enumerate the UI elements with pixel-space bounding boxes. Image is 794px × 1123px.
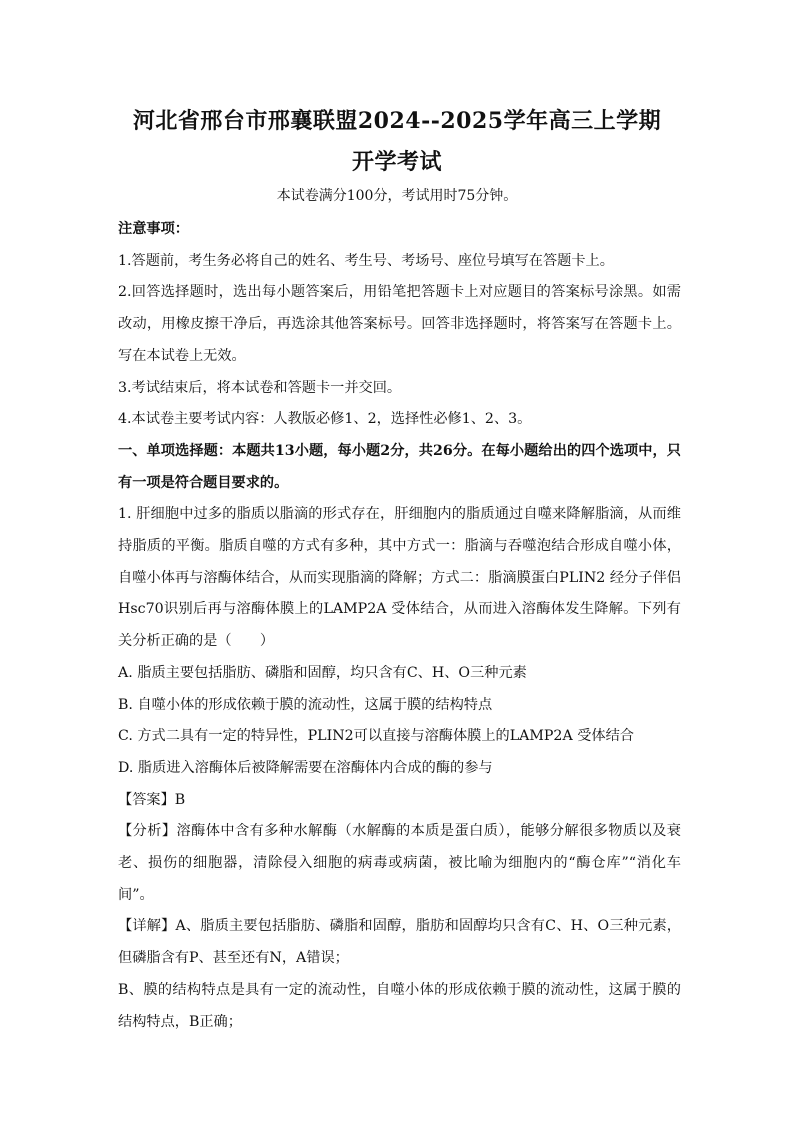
explanation-paragraph: B、膜的结构特点是具有一定的流动性，自噬小体的形成依赖于膜的流动性，这属于膜的结构特点，B正确； (118, 981, 681, 1030)
notice-item: 3.考试结束后，将本试卷和答题卡一并交回。 (118, 379, 402, 396)
notice-item: 4.本试卷主要考试内容：人教版必修1、2，选择性必修1、2、3。 (118, 411, 532, 428)
answer: 【答案】B (118, 791, 186, 808)
option-c: C. 方式二具有一定的特异性，PLIN2可以直接与溶酶体膜上的LAMP2A 受体结合 (118, 728, 634, 745)
option-a: A. 脂质主要包括脂肪、磷脂和固醇，均只含有C、H、O三种元素 (118, 664, 527, 681)
section-heading: 一、单项选择题：本题共13小题，每小题2分，共26分。在每小题给出的四个选项中，只有一项是符合题目要求的。 (118, 442, 681, 491)
explanation-paragraph: 【详解】A、脂质主要包括脂肪、磷脂和固醇，脂肪和固醇均只含有C、H、O三种元素，但磷脂含有P、甚至还有N，A错误； (118, 918, 681, 967)
document-body (118, 214, 681, 1038)
question-stem: 1. 肝细胞中过多的脂质以脂滴的形式存在，肝细胞内的脂质通过自噬来降解脂滴，从而维持脂质的平衡。脂质自噬的方式有多种，其中方式一：脂滴与吞噬泡结合形成自噬小体，自噬小体再与溶酶体结合，从而实现脂滴的降解；方式二：脂滴膜蛋白PLIN2 经分子伴侣Hsc70识别后再与溶酶体膜上的LAMP2A 受体结合，从而进入溶酶体发生降解。下列有关分析正确的是（ ） (118, 506, 681, 650)
option-d: D. 脂质进入溶酶体后被降解需要在溶酶体内合成的酶的参与 (118, 759, 493, 776)
notice-item: 1.答题前，考生务必将自己的姓名、考生号、考场号、座位号填写在答题卡上。 (118, 252, 614, 269)
notice-item: 2.回答选择题时，选出每小题答案后，用铅笔把答题卡上对应题目的答案标号涂黑。如需改动，用橡皮擦干净后，再选涂其他答案标号。回答非选择题时，将答案写在答题卡上。写在本试卷上无效。 (118, 284, 681, 364)
notice-heading: 注意事项： (118, 221, 189, 237)
exam-info: 本试卷满分100分，考试用时75分钟。 (276, 188, 518, 204)
analysis: 【分析】溶酶体中含有多种水解酶（水解酶的本质是蛋白质），能够分解很多物质以及衰老、损伤的细胞器，清除侵入细胞的病毒或病菌，被比喻为细胞内的“酶仓库”“消化车间”。 (118, 823, 681, 903)
document-title-line2: 开学考试 (351, 149, 442, 175)
option-b: B. 自噬小体的形成依赖于膜的流动性，这属于膜的结构特点 (118, 696, 493, 713)
document-title-line1: 河北省邢台市邢襄联盟2024--2025学年高三上学期 (132, 108, 662, 134)
